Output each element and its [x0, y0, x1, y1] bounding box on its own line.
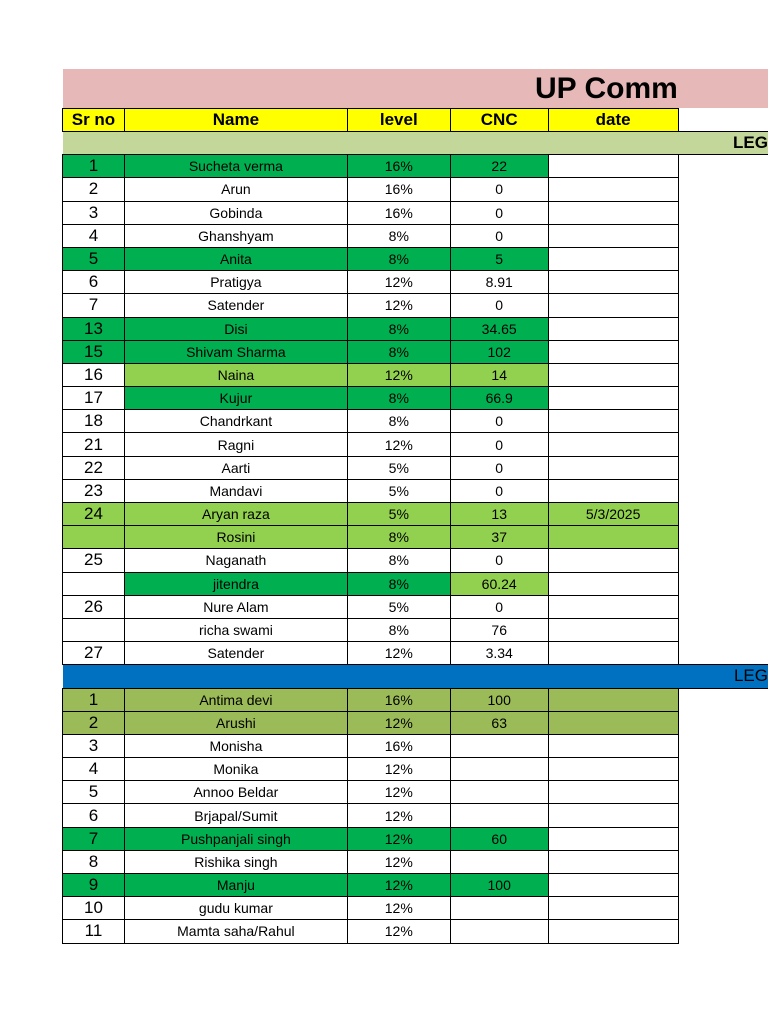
table-row [63, 711, 768, 734]
cell-date[interactable] [548, 363, 678, 386]
cell-name[interactable]: Antima devi [124, 688, 347, 711]
cell-name[interactable]: Satender [124, 642, 347, 665]
cell-cnc[interactable]: 63 [450, 711, 548, 734]
cell-srno[interactable]: 2 [63, 178, 125, 201]
cell-date[interactable] [548, 387, 678, 410]
cell-date[interactable] [548, 526, 678, 549]
table-row [63, 410, 768, 433]
cell-cnc[interactable]: 0 [450, 201, 548, 224]
cell-name[interactable]: gudu kumar [124, 897, 347, 920]
cell-cnc[interactable]: 102 [450, 340, 548, 363]
cell-level[interactable]: 12% [347, 781, 450, 804]
cell-blank[interactable] [678, 549, 768, 572]
header-cnc[interactable]: CNC [450, 109, 548, 132]
table-row [63, 387, 768, 410]
cell-date[interactable] [548, 178, 678, 201]
cell-date[interactable] [548, 874, 678, 897]
cell-date[interactable] [548, 804, 678, 827]
cell-date[interactable] [548, 642, 678, 665]
cell-srno[interactable]: 10 [63, 897, 125, 920]
cell-cnc[interactable] [450, 804, 548, 827]
table-row [63, 642, 768, 665]
data-table [62, 108, 768, 944]
cell-date[interactable] [548, 734, 678, 757]
cell-date[interactable] [548, 155, 678, 178]
header-blank[interactable] [678, 109, 768, 132]
cell-blank[interactable] [678, 387, 768, 410]
cell-cnc[interactable] [450, 920, 548, 943]
cell-blank[interactable] [678, 363, 768, 386]
cell-level[interactable]: 12% [347, 920, 450, 943]
cell-cnc[interactable]: 60 [450, 827, 548, 850]
cell-cnc[interactable]: 22 [450, 155, 548, 178]
cell-srno[interactable]: 7 [63, 827, 125, 850]
cell-srno[interactable]: 17 [63, 387, 125, 410]
cell-blank[interactable] [678, 201, 768, 224]
cell-level[interactable]: 5% [347, 595, 450, 618]
cell-level[interactable]: 12% [347, 850, 450, 873]
cell-cnc[interactable]: 66.9 [450, 387, 548, 410]
cell-blank[interactable] [678, 224, 768, 247]
cell-name[interactable]: Arun [124, 178, 347, 201]
cell-blank[interactable] [678, 920, 768, 943]
cell-srno[interactable] [63, 618, 125, 641]
cell-level[interactable]: 12% [347, 897, 450, 920]
cell-name[interactable]: Anita [124, 247, 347, 270]
cell-name[interactable]: Arushi [124, 711, 347, 734]
cell-blank[interactable] [678, 340, 768, 363]
cell-cnc[interactable]: 14 [450, 363, 548, 386]
cell-date[interactable] [548, 595, 678, 618]
cell-blank[interactable] [678, 804, 768, 827]
cell-name[interactable]: Monisha [124, 734, 347, 757]
table-row [63, 618, 768, 641]
cell-name[interactable]: Pushpanjali singh [124, 827, 347, 850]
table-row [63, 271, 768, 294]
cell-level[interactable]: 8% [347, 410, 450, 433]
section-row [63, 132, 768, 155]
cell-blank[interactable] [678, 572, 768, 595]
cell-level[interactable]: 12% [347, 271, 450, 294]
cell-name[interactable]: Rosini [124, 526, 347, 549]
header-level[interactable]: level [347, 109, 450, 132]
table-row [63, 224, 768, 247]
cell-srno[interactable]: 16 [63, 363, 125, 386]
cell-name[interactable]: Ragni [124, 433, 347, 456]
cell-date[interactable] [548, 224, 678, 247]
cell-name[interactable]: Naganath [124, 549, 347, 572]
cell-date[interactable] [548, 618, 678, 641]
cell-blank[interactable] [678, 897, 768, 920]
cell-srno[interactable]: 15 [63, 340, 125, 363]
cell-date[interactable] [548, 549, 678, 572]
table-row [63, 363, 768, 386]
table-row [63, 874, 768, 897]
cell-srno[interactable]: 1 [63, 688, 125, 711]
header-name[interactable]: Name [124, 109, 347, 132]
cell-cnc[interactable] [450, 758, 548, 781]
table-row [63, 781, 768, 804]
cell-name[interactable]: Pratigya [124, 271, 347, 294]
table-row [63, 503, 768, 526]
cell-blank[interactable] [678, 827, 768, 850]
cell-cnc[interactable] [450, 897, 548, 920]
cell-blank[interactable] [678, 595, 768, 618]
cell-blank[interactable] [678, 155, 768, 178]
cell-date[interactable] [548, 317, 678, 340]
header-srno[interactable]: Sr no [63, 109, 125, 132]
table-row [63, 178, 768, 201]
cell-srno[interactable]: 27 [63, 642, 125, 665]
cell-name[interactable]: Mandavi [124, 479, 347, 502]
header-row [63, 109, 768, 132]
cell-name[interactable]: jitendra [124, 572, 347, 595]
cell-blank[interactable] [678, 688, 768, 711]
table-row [63, 850, 768, 873]
cell-name[interactable]: Sucheta verma [124, 155, 347, 178]
cell-level[interactable]: 8% [347, 618, 450, 641]
cell-cnc[interactable]: 0 [450, 595, 548, 618]
cell-blank[interactable] [678, 874, 768, 897]
cell-level[interactable]: 12% [347, 711, 450, 734]
cell-cnc[interactable]: 3.34 [450, 642, 548, 665]
cell-cnc[interactable]: 0 [450, 294, 548, 317]
cell-name[interactable]: Manju [124, 874, 347, 897]
cell-cnc[interactable]: 13 [450, 503, 548, 526]
table-row [63, 549, 768, 572]
cell-date[interactable] [548, 897, 678, 920]
cell-name[interactable]: Nure Alam [124, 595, 347, 618]
cell-level[interactable]: 12% [347, 874, 450, 897]
cell-name[interactable]: Disi [124, 317, 347, 340]
cell-srno[interactable]: 4 [63, 758, 125, 781]
table-row [63, 317, 768, 340]
table-row [63, 572, 768, 595]
cell-cnc[interactable]: 100 [450, 688, 548, 711]
cell-level[interactable]: 12% [347, 363, 450, 386]
cell-level[interactable]: 8% [347, 317, 450, 340]
cell-cnc[interactable]: 76 [450, 618, 548, 641]
cell-blank[interactable] [678, 433, 768, 456]
cell-blank[interactable] [678, 734, 768, 757]
cell-cnc[interactable]: 0 [450, 178, 548, 201]
cell-cnc[interactable]: 34.65 [450, 317, 548, 340]
cell-srno[interactable]: 26 [63, 595, 125, 618]
cell-blank[interactable] [678, 271, 768, 294]
cell-date[interactable] [548, 433, 678, 456]
cell-cnc[interactable]: 0 [450, 410, 548, 433]
table-row [63, 456, 768, 479]
cell-name[interactable]: Mamta saha/Rahul [124, 920, 347, 943]
cell-level[interactable]: 5% [347, 456, 450, 479]
cell-level[interactable]: 8% [347, 340, 450, 363]
cell-date[interactable] [548, 340, 678, 363]
cell-cnc[interactable]: 37 [450, 526, 548, 549]
cell-cnc[interactable]: 0 [450, 433, 548, 456]
cell-blank[interactable] [678, 294, 768, 317]
cell-date[interactable] [548, 201, 678, 224]
section-label[interactable]: LEG [63, 665, 768, 688]
cell-blank[interactable] [678, 711, 768, 734]
cell-level[interactable]: 12% [347, 758, 450, 781]
cell-cnc[interactable]: 0 [450, 549, 548, 572]
cell-level[interactable]: 5% [347, 503, 450, 526]
cell-name[interactable]: Rishika singh [124, 850, 347, 873]
cell-srno[interactable] [63, 526, 125, 549]
cell-blank[interactable] [678, 479, 768, 502]
cell-srno[interactable]: 3 [63, 734, 125, 757]
cell-blank[interactable] [678, 526, 768, 549]
cell-cnc[interactable] [450, 734, 548, 757]
cell-date[interactable] [548, 827, 678, 850]
cell-srno[interactable]: 7 [63, 294, 125, 317]
cell-blank[interactable] [678, 317, 768, 340]
cell-srno[interactable]: 6 [63, 804, 125, 827]
cell-name[interactable]: Brjapal/Sumit [124, 804, 347, 827]
cell-cnc[interactable]: 60.24 [450, 572, 548, 595]
cell-date[interactable] [548, 688, 678, 711]
cell-date[interactable]: 5/3/2025 [548, 503, 678, 526]
cell-level[interactable]: 16% [347, 155, 450, 178]
table-row [63, 433, 768, 456]
table-row [63, 688, 768, 711]
cell-srno[interactable]: 3 [63, 201, 125, 224]
cell-name[interactable]: Aryan raza [124, 503, 347, 526]
table-row [63, 758, 768, 781]
cell-srno[interactable]: 8 [63, 850, 125, 873]
cell-name[interactable]: Gobinda [124, 201, 347, 224]
cell-name[interactable]: Shivam Sharma [124, 340, 347, 363]
cell-name[interactable]: richa swami [124, 618, 347, 641]
cell-date[interactable] [548, 781, 678, 804]
cell-cnc[interactable]: 0 [450, 224, 548, 247]
cell-date[interactable] [548, 410, 678, 433]
cell-level[interactable]: 12% [347, 294, 450, 317]
section-label[interactable]: LEG [63, 132, 768, 155]
cell-srno[interactable]: 5 [63, 247, 125, 270]
cell-date[interactable] [548, 271, 678, 294]
cell-date[interactable] [548, 479, 678, 502]
table-row [63, 920, 768, 943]
table-row [63, 479, 768, 502]
cell-name[interactable]: Chandrkant [124, 410, 347, 433]
header-date[interactable]: date [548, 109, 678, 132]
table-row [63, 897, 768, 920]
cell-date[interactable] [548, 456, 678, 479]
cell-level[interactable]: 8% [347, 549, 450, 572]
cell-srno[interactable]: 24 [63, 503, 125, 526]
cell-cnc[interactable]: 5 [450, 247, 548, 270]
cell-level[interactable]: 5% [347, 479, 450, 502]
cell-level[interactable]: 16% [347, 178, 450, 201]
cell-cnc[interactable] [450, 781, 548, 804]
table-row [63, 340, 768, 363]
cell-level[interactable]: 12% [347, 433, 450, 456]
cell-name[interactable]: Kujur [124, 387, 347, 410]
table-row [63, 155, 768, 178]
cell-srno[interactable]: 4 [63, 224, 125, 247]
cell-blank[interactable] [678, 758, 768, 781]
cell-blank[interactable] [678, 503, 768, 526]
table-row [63, 827, 768, 850]
sheet-title: UP Comm [535, 72, 678, 105]
cell-name[interactable]: Aarti [124, 456, 347, 479]
cell-blank[interactable] [678, 618, 768, 641]
cell-name[interactable]: Monika [124, 758, 347, 781]
cell-srno[interactable]: 11 [63, 920, 125, 943]
cell-cnc[interactable]: 0 [450, 479, 548, 502]
cell-srno[interactable]: 1 [63, 155, 125, 178]
cell-level[interactable]: 8% [347, 247, 450, 270]
table-row [63, 526, 768, 549]
cell-name[interactable]: Naina [124, 363, 347, 386]
table-row [63, 734, 768, 757]
cell-level[interactable]: 8% [347, 572, 450, 595]
cell-srno[interactable]: 18 [63, 410, 125, 433]
cell-cnc[interactable]: 100 [450, 874, 548, 897]
cell-date[interactable] [548, 294, 678, 317]
section-row [63, 665, 768, 688]
cell-level[interactable]: 12% [347, 642, 450, 665]
cell-level[interactable]: 16% [347, 201, 450, 224]
cell-date[interactable] [548, 850, 678, 873]
cell-name[interactable]: Annoo Beldar [124, 781, 347, 804]
cell-cnc[interactable]: 0 [450, 456, 548, 479]
cell-level[interactable]: 12% [347, 827, 450, 850]
cell-level[interactable]: 8% [347, 526, 450, 549]
cell-level[interactable]: 8% [347, 224, 450, 247]
cell-date[interactable] [548, 247, 678, 270]
cell-blank[interactable] [678, 850, 768, 873]
cell-name[interactable]: Satender [124, 294, 347, 317]
cell-srno[interactable]: 5 [63, 781, 125, 804]
cell-srno[interactable]: 6 [63, 271, 125, 294]
cell-srno[interactable]: 22 [63, 456, 125, 479]
table-row [63, 804, 768, 827]
table-row [63, 201, 768, 224]
cell-blank[interactable] [678, 247, 768, 270]
cell-date[interactable] [548, 572, 678, 595]
cell-level[interactable]: 16% [347, 734, 450, 757]
cell-srno[interactable]: 13 [63, 317, 125, 340]
cell-blank[interactable] [678, 178, 768, 201]
table-row [63, 294, 768, 317]
cell-level[interactable]: 12% [347, 804, 450, 827]
cell-cnc[interactable] [450, 850, 548, 873]
cell-blank[interactable] [678, 410, 768, 433]
cell-srno[interactable]: 21 [63, 433, 125, 456]
cell-level[interactable]: 8% [347, 387, 450, 410]
cell-name[interactable]: Ghanshyam [124, 224, 347, 247]
cell-level[interactable]: 16% [347, 688, 450, 711]
cell-srno[interactable]: 9 [63, 874, 125, 897]
cell-blank[interactable] [678, 642, 768, 665]
table-body [63, 132, 768, 944]
cell-date[interactable] [548, 758, 678, 781]
table-row [63, 247, 768, 270]
cell-srno[interactable]: 2 [63, 711, 125, 734]
cell-date[interactable] [548, 920, 678, 943]
cell-cnc[interactable]: 8.91 [450, 271, 548, 294]
cell-blank[interactable] [678, 456, 768, 479]
cell-srno[interactable]: 25 [63, 549, 125, 572]
cell-srno[interactable] [63, 572, 125, 595]
cell-date[interactable] [548, 711, 678, 734]
cell-blank[interactable] [678, 781, 768, 804]
table-row [63, 595, 768, 618]
cell-srno[interactable]: 23 [63, 479, 125, 502]
